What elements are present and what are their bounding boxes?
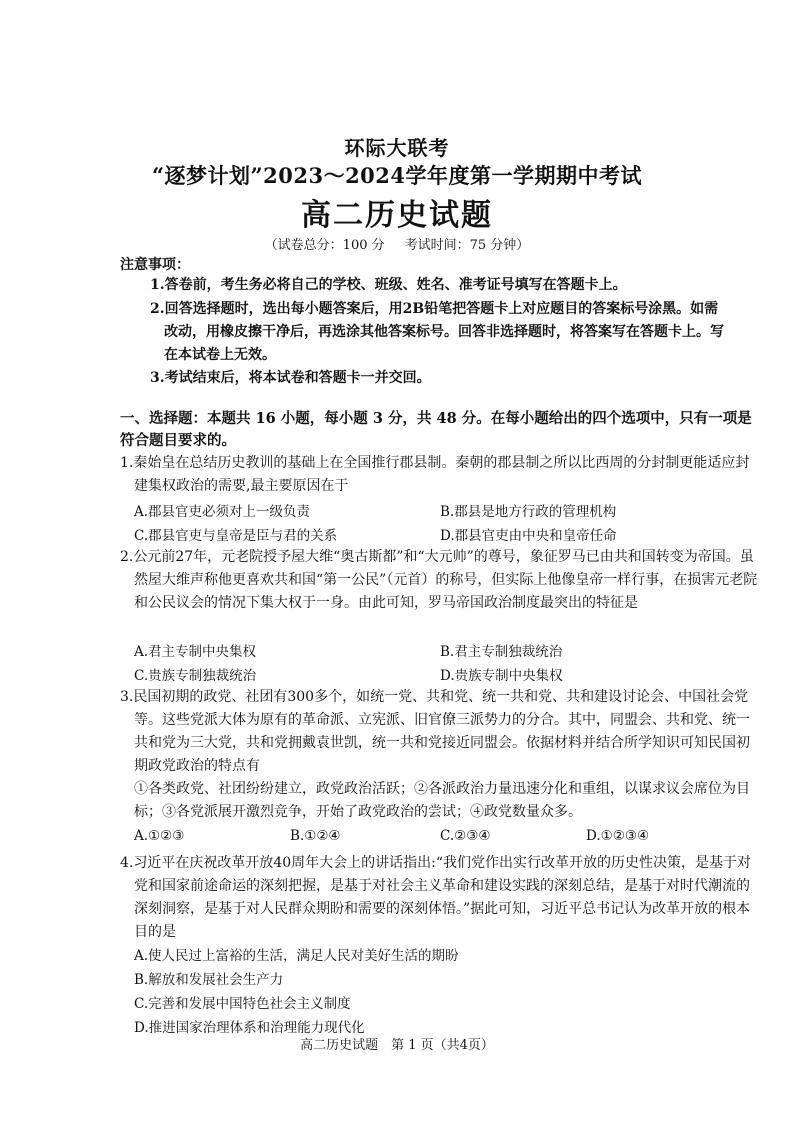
page-footer: 高二历史试题 第 1 页（共4页） <box>300 1038 494 1053</box>
exam-organizer-title: 环际大联考 <box>344 136 450 160</box>
question-3-option-a: A.①②③ <box>134 828 185 844</box>
question-3 <box>120 686 760 824</box>
question-1-option-b: B.郡县是地方行政的管理机构 <box>440 504 617 520</box>
question-4-option-a: A.使人民过上富裕的生活，满足人民对美好生活的期盼 <box>134 948 459 964</box>
total-score: （试卷总分：100 分 <box>264 238 385 253</box>
exam-subject-title: 高二历史试题 <box>301 198 493 233</box>
question-3-option-b: B.①②④ <box>290 828 341 844</box>
section-heading <box>120 408 760 452</box>
question-2-option-b: B.君主专制独裁统治 <box>440 644 563 660</box>
notice-item-2-cont2: 在本试卷上无效。 <box>164 347 276 363</box>
exam-session-title: “逐梦计划”2023～2024学年度第一学期期中考试 <box>151 163 643 188</box>
section-heading-line2: 符合题目要求的。 <box>120 432 236 449</box>
question-4 <box>120 852 760 944</box>
question-1-option-d: D.郡县官吏由中央和皇帝任命 <box>440 528 617 544</box>
question-1 <box>120 452 760 498</box>
question-1-option-c: C.郡县官吏与皇帝是臣与君的关系 <box>134 528 338 544</box>
notice-item-3: 3.考试结束后，将本试卷和答题卡一并交回。 <box>150 370 431 386</box>
question-3-option-c: C.②③④ <box>440 828 491 844</box>
question-2-text: 2.公元前27年，元老院授予屋大维“奥古斯都”和“大元帅”的尊号，象征罗马已由共和国转变为帝国。虽然屋大维声称他更喜欢共和国“第一公民”（元首）的称号，但实际上他像皇帝一样行事，在损害元老院和公民议会的情况下集大权于一身。由此可知，罗马帝国政治制度最突出的特征是 <box>120 549 758 611</box>
question-2-option-d: D.贵族专制中央集权 <box>440 668 563 684</box>
question-4-text: 4.习近平在庆祝改革开放40周年大会上的讲话指出:“我们党作出实行改革开放的历史性决策，是基于对党和国家前途命运的深刻把握，是基于对社会主义革命和建设实践的深刻总结，是基于对时代潮流的深刻洞察，是基于对人民群众期盼和需要的深刻体悟。”据此可知，习近平总书记认为改革开放的根本目的是 <box>120 855 752 940</box>
question-4-option-b: B.解放和发展社会生产力 <box>134 972 284 988</box>
exam-info <box>0 234 794 253</box>
notice-item-1: 1.答卷前，考生务必将自己的学校、班级、姓名、准考证号填写在答题卡上。 <box>150 277 627 293</box>
question-1-text: 1.秦始皇在总结历史教训的基础上在全国推行郡县制。秦朝的郡县制之所以比西周的分封制更能适应封建集权政治的需要,最主要原因在于 <box>120 455 750 494</box>
question-4-option-c: C.完善和发展中国特色社会主义制度 <box>134 996 351 1012</box>
question-3-option-d: D.①②③④ <box>586 828 650 844</box>
question-4-option-d: D.推进国家治理体系和治理能力现代化 <box>134 1020 365 1036</box>
exam-duration: 考试时间：75 分钟） <box>404 238 530 253</box>
question-2-option-a: A.君主专制中央集权 <box>134 644 257 660</box>
question-2 <box>120 546 760 615</box>
question-1-option-a: A.郡县官吏必须对上一级负责 <box>134 504 311 520</box>
notice-title: 注意事项： <box>120 257 190 273</box>
notice-item-2-cont: 改动，用橡皮擦干净后，再选涂其他答案标号。回答非选择题时，将答案写在答题卡上。写 <box>164 324 724 340</box>
section-heading-line1: 一、选择题：本题共 16 小题，每小题 3 分，共 48 分。在每小题给出的四个选项中，只有一项是 <box>120 410 752 427</box>
question-3-text: 3.民国初期的政党、社团有300多个，如统一党、共和党、统一共和党、共和建设讨论会、中国社会党等。这些党派大体为原有的革命派、立宪派、旧官僚三派势力的分合。其中，同盟会、共和党、统一共和党为三大党，共和党拥戴袁世凯，统一共和党接近同盟会。依据材料并结合所学知识可知民国初期政党政治的特点有 <box>120 689 750 774</box>
question-2-option-c: C.贵族专制独裁统治 <box>134 668 257 684</box>
notice-item-2: 2.回答选择题时，选出每小题答案后，用2B铅笔把答题卡上对应题目的答案标号涂黑。如需 <box>150 301 719 317</box>
question-3-statements: ①各类政党、社团纷纷建立，政党政治活跃；②各派政治力量迅速分化和重组，以谋求议会席位为目标；③各党派展开激烈竞争，开始了政党政治的尝试；④政党数量众多。 <box>134 781 750 820</box>
